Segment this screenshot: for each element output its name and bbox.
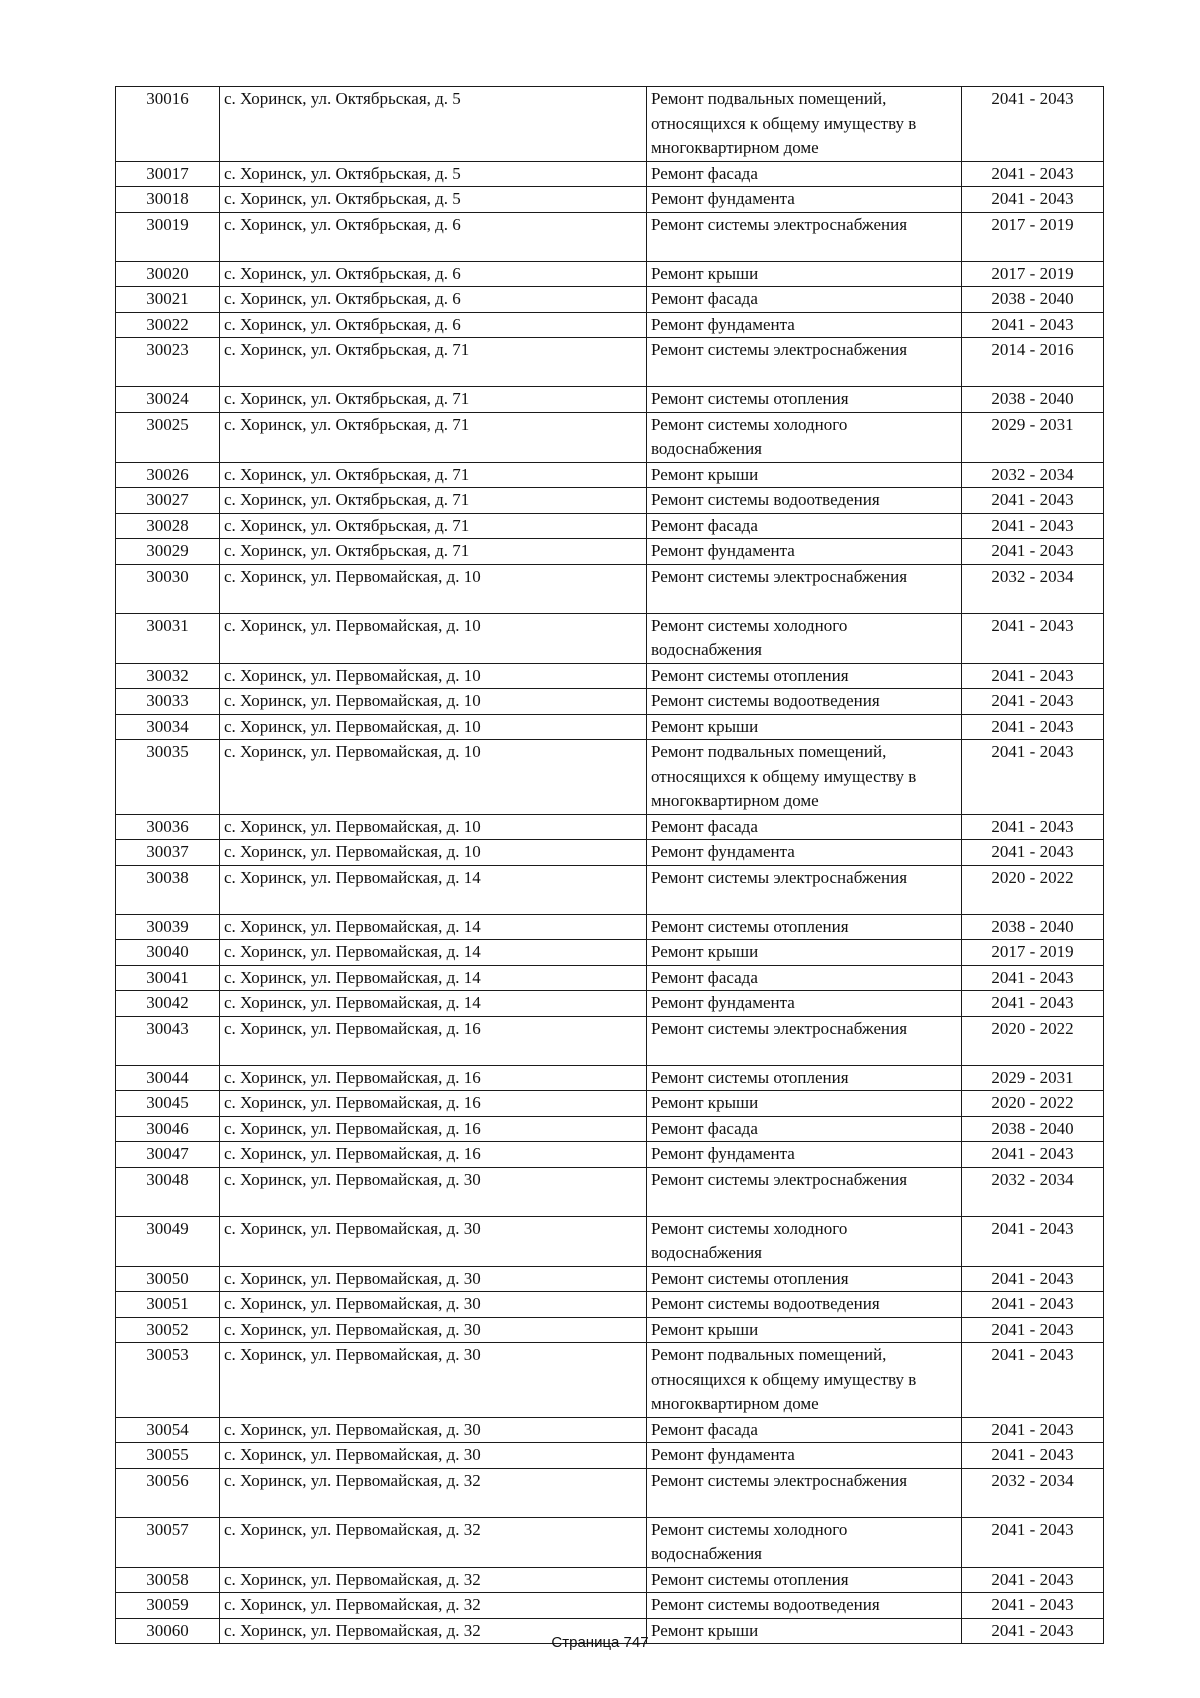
address-cell: с. Хоринск, ул. Первомайская, д. 14 bbox=[220, 940, 647, 966]
row-number-cell: 30038 bbox=[116, 865, 220, 914]
work-type-cell: Ремонт системы отопления bbox=[647, 1567, 962, 1593]
address-cell: с. Хоринск, ул. Первомайская, д. 10 bbox=[220, 663, 647, 689]
row-number-cell: 30033 bbox=[116, 689, 220, 715]
address-cell: с. Хоринск, ул. Первомайская, д. 30 bbox=[220, 1266, 647, 1292]
table-row bbox=[116, 387, 1104, 413]
table-row bbox=[116, 940, 1104, 966]
work-type-cell: Ремонт крыши bbox=[647, 940, 962, 966]
row-number-cell: 30030 bbox=[116, 564, 220, 613]
period-cell: 2041 - 2043 bbox=[962, 991, 1104, 1017]
work-type-cell: Ремонт фасада bbox=[647, 1116, 962, 1142]
table-row bbox=[116, 261, 1104, 287]
table-row bbox=[116, 840, 1104, 866]
period-cell: 2041 - 2043 bbox=[962, 1417, 1104, 1443]
period-cell: 2014 - 2016 bbox=[962, 338, 1104, 387]
row-number-cell: 30017 bbox=[116, 161, 220, 187]
table-row bbox=[116, 689, 1104, 715]
row-number-cell: 30039 bbox=[116, 914, 220, 940]
row-number-cell: 30026 bbox=[116, 462, 220, 488]
row-number-cell: 30055 bbox=[116, 1443, 220, 1469]
row-number-cell: 30016 bbox=[116, 87, 220, 162]
row-number-cell: 30023 bbox=[116, 338, 220, 387]
row-number-cell: 30027 bbox=[116, 488, 220, 514]
table-row bbox=[116, 991, 1104, 1017]
table-row bbox=[116, 539, 1104, 565]
table-row bbox=[116, 663, 1104, 689]
work-type-cell: Ремонт крыши bbox=[647, 462, 962, 488]
table-row bbox=[116, 740, 1104, 815]
table-row bbox=[116, 564, 1104, 613]
address-cell: с. Хоринск, ул. Октябрьская, д. 5 bbox=[220, 187, 647, 213]
table-row bbox=[116, 161, 1104, 187]
table-row bbox=[116, 914, 1104, 940]
table-row bbox=[116, 613, 1104, 663]
period-cell: 2038 - 2040 bbox=[962, 387, 1104, 413]
table-row bbox=[116, 1443, 1104, 1469]
work-type-cell: Ремонт системы водоотведения bbox=[647, 689, 962, 715]
work-type-cell: Ремонт системы холодного водоснабжения bbox=[647, 1216, 962, 1266]
address-cell: с. Хоринск, ул. Первомайская, д. 10 bbox=[220, 840, 647, 866]
address-cell: с. Хоринск, ул. Октябрьская, д. 71 bbox=[220, 488, 647, 514]
work-type-cell: Ремонт крыши bbox=[647, 714, 962, 740]
address-cell: с. Хоринск, ул. Первомайская, д. 10 bbox=[220, 714, 647, 740]
period-cell: 2032 - 2034 bbox=[962, 564, 1104, 613]
row-number-cell: 30037 bbox=[116, 840, 220, 866]
work-type-cell: Ремонт фундамента bbox=[647, 1443, 962, 1469]
period-cell: 2020 - 2022 bbox=[962, 1091, 1104, 1117]
row-number-cell: 30056 bbox=[116, 1468, 220, 1517]
table-row bbox=[116, 1167, 1104, 1216]
period-cell: 2041 - 2043 bbox=[962, 714, 1104, 740]
period-cell: 2041 - 2043 bbox=[962, 1618, 1104, 1644]
address-cell: с. Хоринск, ул. Октябрьская, д. 71 bbox=[220, 539, 647, 565]
period-cell: 2041 - 2043 bbox=[962, 613, 1104, 663]
address-cell: с. Хоринск, ул. Октябрьская, д. 6 bbox=[220, 261, 647, 287]
period-cell: 2041 - 2043 bbox=[962, 539, 1104, 565]
period-cell: 2041 - 2043 bbox=[962, 663, 1104, 689]
period-cell: 2041 - 2043 bbox=[962, 312, 1104, 338]
address-cell: с. Хоринск, ул. Октябрьская, д. 71 bbox=[220, 338, 647, 387]
row-number-cell: 30053 bbox=[116, 1343, 220, 1418]
work-type-cell: Ремонт системы электроснабжения bbox=[647, 1016, 962, 1065]
row-number-cell: 30022 bbox=[116, 312, 220, 338]
period-cell: 2020 - 2022 bbox=[962, 1016, 1104, 1065]
table-row bbox=[116, 1065, 1104, 1091]
period-cell: 2041 - 2043 bbox=[962, 1266, 1104, 1292]
row-number-cell: 30021 bbox=[116, 287, 220, 313]
period-cell: 2041 - 2043 bbox=[962, 1292, 1104, 1318]
work-type-cell: Ремонт подвальных помещений, относящихся к общему имуществу в многоквартирном доме bbox=[647, 1343, 962, 1418]
row-number-cell: 30040 bbox=[116, 940, 220, 966]
address-cell: с. Хоринск, ул. Первомайская, д. 30 bbox=[220, 1343, 647, 1418]
repair-schedule-table bbox=[115, 86, 1104, 1644]
work-type-cell: Ремонт системы электроснабжения bbox=[647, 1468, 962, 1517]
period-cell: 2038 - 2040 bbox=[962, 287, 1104, 313]
table-row bbox=[116, 1343, 1104, 1418]
address-cell: с. Хоринск, ул. Первомайская, д. 10 bbox=[220, 613, 647, 663]
row-number-cell: 30047 bbox=[116, 1142, 220, 1168]
row-number-cell: 30051 bbox=[116, 1292, 220, 1318]
table-row bbox=[116, 462, 1104, 488]
address-cell: с. Хоринск, ул. Первомайская, д. 30 bbox=[220, 1317, 647, 1343]
table-row bbox=[116, 1417, 1104, 1443]
address-cell: с. Хоринск, ул. Первомайская, д. 32 bbox=[220, 1618, 647, 1644]
row-number-cell: 30041 bbox=[116, 965, 220, 991]
work-type-cell: Ремонт системы холодного водоснабжения bbox=[647, 1517, 962, 1567]
address-cell: с. Хоринск, ул. Первомайская, д. 16 bbox=[220, 1016, 647, 1065]
work-type-cell: Ремонт системы электроснабжения bbox=[647, 1167, 962, 1216]
period-cell: 2041 - 2043 bbox=[962, 965, 1104, 991]
address-cell: с. Хоринск, ул. Первомайская, д. 14 bbox=[220, 914, 647, 940]
table-row bbox=[116, 312, 1104, 338]
table-row bbox=[116, 87, 1104, 162]
period-cell: 2041 - 2043 bbox=[962, 87, 1104, 162]
work-type-cell: Ремонт фасада bbox=[647, 965, 962, 991]
row-number-cell: 30020 bbox=[116, 261, 220, 287]
row-number-cell: 30031 bbox=[116, 613, 220, 663]
row-number-cell: 30057 bbox=[116, 1517, 220, 1567]
period-cell: 2017 - 2019 bbox=[962, 940, 1104, 966]
table-row bbox=[116, 1567, 1104, 1593]
work-type-cell: Ремонт фундамента bbox=[647, 312, 962, 338]
table-row bbox=[116, 338, 1104, 387]
period-cell: 2041 - 2043 bbox=[962, 840, 1104, 866]
work-type-cell: Ремонт системы электроснабжения bbox=[647, 564, 962, 613]
period-cell: 2032 - 2034 bbox=[962, 462, 1104, 488]
work-type-cell: Ремонт подвальных помещений, относящихся к общему имуществу в многоквартирном доме bbox=[647, 740, 962, 815]
work-type-cell: Ремонт фасада bbox=[647, 513, 962, 539]
work-type-cell: Ремонт системы водоотведения bbox=[647, 1593, 962, 1619]
work-type-cell: Ремонт системы отопления bbox=[647, 1266, 962, 1292]
work-type-cell: Ремонт фасада bbox=[647, 287, 962, 313]
page-number: Страница 747 bbox=[551, 1634, 649, 1651]
work-type-cell: Ремонт фундамента bbox=[647, 1142, 962, 1168]
address-cell: с. Хоринск, ул. Первомайская, д. 16 bbox=[220, 1142, 647, 1168]
period-cell: 2032 - 2034 bbox=[962, 1468, 1104, 1517]
period-cell: 2041 - 2043 bbox=[962, 513, 1104, 539]
period-cell: 2041 - 2043 bbox=[962, 1567, 1104, 1593]
period-cell: 2038 - 2040 bbox=[962, 1116, 1104, 1142]
address-cell: с. Хоринск, ул. Октябрьская, д. 71 bbox=[220, 462, 647, 488]
row-number-cell: 30042 bbox=[116, 991, 220, 1017]
period-cell: 2017 - 2019 bbox=[962, 261, 1104, 287]
period-cell: 2041 - 2043 bbox=[962, 187, 1104, 213]
row-number-cell: 30058 bbox=[116, 1567, 220, 1593]
period-cell: 2032 - 2034 bbox=[962, 1167, 1104, 1216]
table-row bbox=[116, 1016, 1104, 1065]
row-number-cell: 30048 bbox=[116, 1167, 220, 1216]
work-type-cell: Ремонт системы отопления bbox=[647, 387, 962, 413]
period-cell: 2041 - 2043 bbox=[962, 1593, 1104, 1619]
table-row bbox=[116, 865, 1104, 914]
table-row bbox=[116, 814, 1104, 840]
table-row bbox=[116, 212, 1104, 261]
row-number-cell: 30044 bbox=[116, 1065, 220, 1091]
address-cell: с. Хоринск, ул. Октябрьская, д. 5 bbox=[220, 87, 647, 162]
work-type-cell: Ремонт фундамента bbox=[647, 840, 962, 866]
period-cell: 2041 - 2043 bbox=[962, 814, 1104, 840]
address-cell: с. Хоринск, ул. Октябрьская, д. 71 bbox=[220, 387, 647, 413]
work-type-cell: Ремонт системы электроснабжения bbox=[647, 338, 962, 387]
address-cell: с. Хоринск, ул. Первомайская, д. 30 bbox=[220, 1417, 647, 1443]
row-number-cell: 30029 bbox=[116, 539, 220, 565]
address-cell: с. Хоринск, ул. Первомайская, д. 16 bbox=[220, 1116, 647, 1142]
address-cell: с. Хоринск, ул. Октябрьская, д. 6 bbox=[220, 312, 647, 338]
address-cell: с. Хоринск, ул. Первомайская, д. 30 bbox=[220, 1167, 647, 1216]
work-type-cell: Ремонт системы водоотведения bbox=[647, 488, 962, 514]
address-cell: с. Хоринск, ул. Первомайская, д. 16 bbox=[220, 1091, 647, 1117]
address-cell: с. Хоринск, ул. Октябрьская, д. 71 bbox=[220, 513, 647, 539]
table-row bbox=[116, 1091, 1104, 1117]
table-row bbox=[116, 412, 1104, 462]
table-row bbox=[116, 1116, 1104, 1142]
row-number-cell: 30060 bbox=[116, 1618, 220, 1644]
row-number-cell: 30059 bbox=[116, 1593, 220, 1619]
period-cell: 2041 - 2043 bbox=[962, 689, 1104, 715]
address-cell: с. Хоринск, ул. Первомайская, д. 32 bbox=[220, 1593, 647, 1619]
row-number-cell: 30046 bbox=[116, 1116, 220, 1142]
row-number-cell: 30032 bbox=[116, 663, 220, 689]
table-row bbox=[116, 1593, 1104, 1619]
period-cell: 2041 - 2043 bbox=[962, 1216, 1104, 1266]
row-number-cell: 30050 bbox=[116, 1266, 220, 1292]
table-row bbox=[116, 1317, 1104, 1343]
address-cell: с. Хоринск, ул. Первомайская, д. 14 bbox=[220, 865, 647, 914]
address-cell: с. Хоринск, ул. Октябрьская, д. 6 bbox=[220, 287, 647, 313]
work-type-cell: Ремонт системы отопления bbox=[647, 1065, 962, 1091]
address-cell: с. Хоринск, ул. Первомайская, д. 32 bbox=[220, 1567, 647, 1593]
work-type-cell: Ремонт фасада bbox=[647, 161, 962, 187]
row-number-cell: 30018 bbox=[116, 187, 220, 213]
table-row bbox=[116, 1517, 1104, 1567]
address-cell: с. Хоринск, ул. Октябрьская, д. 5 bbox=[220, 161, 647, 187]
work-type-cell: Ремонт крыши bbox=[647, 1618, 962, 1644]
table-row bbox=[116, 1266, 1104, 1292]
table-row bbox=[116, 714, 1104, 740]
work-type-cell: Ремонт системы отопления bbox=[647, 663, 962, 689]
row-number-cell: 30034 bbox=[116, 714, 220, 740]
table-row bbox=[116, 1216, 1104, 1266]
work-type-cell: Ремонт системы холодного водоснабжения bbox=[647, 412, 962, 462]
period-cell: 2041 - 2043 bbox=[962, 1343, 1104, 1418]
table-row bbox=[116, 187, 1104, 213]
table-row bbox=[116, 287, 1104, 313]
row-number-cell: 30024 bbox=[116, 387, 220, 413]
work-type-cell: Ремонт крыши bbox=[647, 1091, 962, 1117]
period-cell: 2041 - 2043 bbox=[962, 1317, 1104, 1343]
work-type-cell: Ремонт системы электроснабжения bbox=[647, 212, 962, 261]
table-row bbox=[116, 1468, 1104, 1517]
work-type-cell: Ремонт системы водоотведения bbox=[647, 1292, 962, 1318]
address-cell: с. Хоринск, ул. Первомайская, д. 16 bbox=[220, 1065, 647, 1091]
work-type-cell: Ремонт системы электроснабжения bbox=[647, 865, 962, 914]
row-number-cell: 30054 bbox=[116, 1417, 220, 1443]
row-number-cell: 30019 bbox=[116, 212, 220, 261]
address-cell: с. Хоринск, ул. Первомайская, д. 32 bbox=[220, 1517, 647, 1567]
address-cell: с. Хоринск, ул. Первомайская, д. 30 bbox=[220, 1292, 647, 1318]
row-number-cell: 30036 bbox=[116, 814, 220, 840]
address-cell: с. Хоринск, ул. Первомайская, д. 14 bbox=[220, 991, 647, 1017]
period-cell: 2041 - 2043 bbox=[962, 488, 1104, 514]
row-number-cell: 30035 bbox=[116, 740, 220, 815]
period-cell: 2038 - 2040 bbox=[962, 914, 1104, 940]
period-cell: 2041 - 2043 bbox=[962, 1443, 1104, 1469]
address-cell: с. Хоринск, ул. Октябрьская, д. 71 bbox=[220, 412, 647, 462]
row-number-cell: 30025 bbox=[116, 412, 220, 462]
row-number-cell: 30043 bbox=[116, 1016, 220, 1065]
address-cell: с. Хоринск, ул. Первомайская, д. 30 bbox=[220, 1216, 647, 1266]
address-cell: с. Хоринск, ул. Первомайская, д. 10 bbox=[220, 814, 647, 840]
row-number-cell: 30049 bbox=[116, 1216, 220, 1266]
work-type-cell: Ремонт фасада bbox=[647, 1417, 962, 1443]
work-type-cell: Ремонт системы отопления bbox=[647, 914, 962, 940]
row-number-cell: 30028 bbox=[116, 513, 220, 539]
table-row bbox=[116, 1292, 1104, 1318]
period-cell: 2041 - 2043 bbox=[962, 161, 1104, 187]
work-type-cell: Ремонт фундамента bbox=[647, 187, 962, 213]
period-cell: 2020 - 2022 bbox=[962, 865, 1104, 914]
work-type-cell: Ремонт системы холодного водоснабжения bbox=[647, 613, 962, 663]
table-row bbox=[116, 513, 1104, 539]
address-cell: с. Хоринск, ул. Первомайская, д. 10 bbox=[220, 689, 647, 715]
period-cell: 2041 - 2043 bbox=[962, 1517, 1104, 1567]
work-type-cell: Ремонт фундамента bbox=[647, 539, 962, 565]
period-cell: 2029 - 2031 bbox=[962, 1065, 1104, 1091]
work-type-cell: Ремонт фасада bbox=[647, 814, 962, 840]
row-number-cell: 30045 bbox=[116, 1091, 220, 1117]
table-row bbox=[116, 1142, 1104, 1168]
period-cell: 2017 - 2019 bbox=[962, 212, 1104, 261]
period-cell: 2041 - 2043 bbox=[962, 740, 1104, 815]
period-cell: 2029 - 2031 bbox=[962, 412, 1104, 462]
address-cell: с. Хоринск, ул. Первомайская, д. 10 bbox=[220, 564, 647, 613]
work-type-cell: Ремонт крыши bbox=[647, 1317, 962, 1343]
address-cell: с. Хоринск, ул. Октябрьская, д. 6 bbox=[220, 212, 647, 261]
address-cell: с. Хоринск, ул. Первомайская, д. 30 bbox=[220, 1443, 647, 1469]
work-type-cell: Ремонт подвальных помещений, относящихся к общему имуществу в многоквартирном доме bbox=[647, 87, 962, 162]
table-row bbox=[116, 488, 1104, 514]
address-cell: с. Хоринск, ул. Первомайская, д. 32 bbox=[220, 1468, 647, 1517]
work-type-cell: Ремонт фундамента bbox=[647, 991, 962, 1017]
table-row bbox=[116, 965, 1104, 991]
address-cell: с. Хоринск, ул. Первомайская, д. 10 bbox=[220, 740, 647, 815]
row-number-cell: 30052 bbox=[116, 1317, 220, 1343]
period-cell: 2041 - 2043 bbox=[962, 1142, 1104, 1168]
work-type-cell: Ремонт крыши bbox=[647, 261, 962, 287]
schedule-table-body bbox=[116, 87, 1104, 1644]
address-cell: с. Хоринск, ул. Первомайская, д. 14 bbox=[220, 965, 647, 991]
